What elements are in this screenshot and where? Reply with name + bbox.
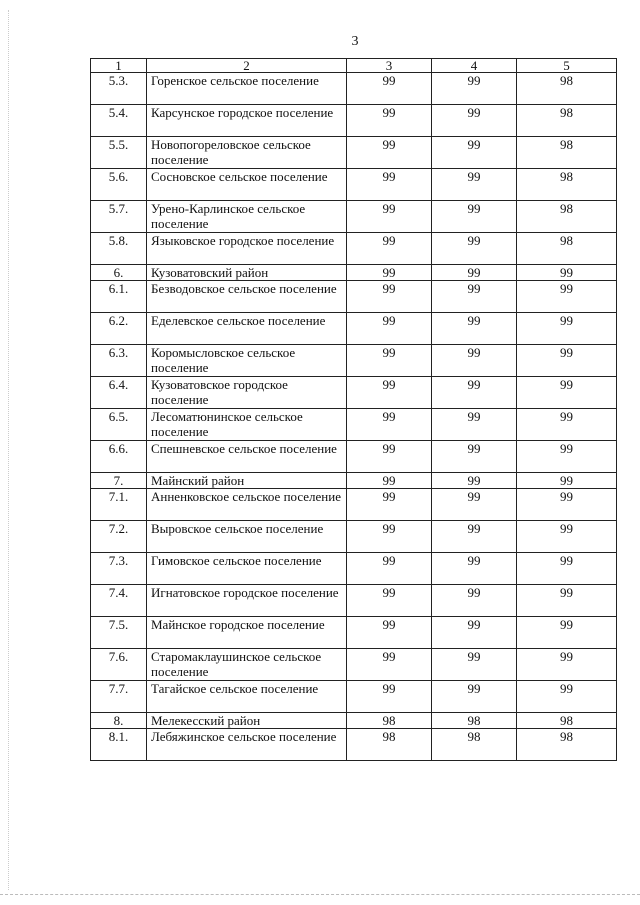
row-value-col-5: 99 <box>517 585 617 617</box>
row-value-col-3: 99 <box>347 345 432 377</box>
row-value-col-4: 99 <box>432 441 517 473</box>
row-name: Кузоватовский район <box>147 265 347 281</box>
table-header-row <box>91 59 617 73</box>
municipality-table <box>90 58 617 761</box>
row-value-col-4: 99 <box>432 169 517 201</box>
table-row <box>91 105 617 137</box>
row-value-col-5: 99 <box>517 649 617 681</box>
row-number: 8. <box>91 713 147 729</box>
row-value-col-5: 98 <box>517 201 617 233</box>
row-name: Коромысловское сельское поселение <box>147 345 347 377</box>
row-number: 5.8. <box>91 233 147 265</box>
row-number: 6.6. <box>91 441 147 473</box>
row-value-col-4: 99 <box>432 137 517 169</box>
row-value-col-3: 99 <box>347 441 432 473</box>
row-value-col-5: 98 <box>517 233 617 265</box>
row-value-col-5: 99 <box>517 521 617 553</box>
row-value-col-5: 99 <box>517 345 617 377</box>
table-body <box>91 73 617 761</box>
row-value-col-4: 99 <box>432 649 517 681</box>
row-name: Майнский район <box>147 473 347 489</box>
row-name: Урено-Карлинское сельское поселение <box>147 201 347 233</box>
row-value-col-5: 99 <box>517 441 617 473</box>
row-value-col-3: 99 <box>347 473 432 489</box>
row-name: Лесоматюнинское сельское поселение <box>147 409 347 441</box>
row-value-col-3: 99 <box>347 409 432 441</box>
row-name: Языковское городское поселение <box>147 233 347 265</box>
table-row <box>91 681 617 713</box>
table-row <box>91 377 617 409</box>
scan-edge-mark <box>8 10 9 890</box>
table-row <box>91 585 617 617</box>
row-value-col-3: 99 <box>347 313 432 345</box>
row-value-col-3: 99 <box>347 521 432 553</box>
page-number: 3 <box>351 34 359 49</box>
header-col-3: 3 <box>347 59 432 73</box>
row-value-col-3: 99 <box>347 73 432 105</box>
row-value-col-4: 98 <box>432 729 517 761</box>
header-col-4: 4 <box>432 59 517 73</box>
row-name: Майнское городское поселение <box>147 617 347 649</box>
row-value-col-4: 99 <box>432 377 517 409</box>
row-value-col-5: 99 <box>517 409 617 441</box>
row-value-col-3: 98 <box>347 729 432 761</box>
row-value-col-4: 99 <box>432 105 517 137</box>
row-value-col-3: 99 <box>347 489 432 521</box>
row-number: 7.1. <box>91 489 147 521</box>
table-row <box>91 409 617 441</box>
header-col-5: 5 <box>517 59 617 73</box>
row-name: Мелекесский район <box>147 713 347 729</box>
row-name: Тагайское сельское поселение <box>147 681 347 713</box>
row-name: Новопогореловское сельское поселение <box>147 137 347 169</box>
row-value-col-3: 99 <box>347 281 432 313</box>
table-row <box>91 73 617 105</box>
row-value-col-4: 99 <box>432 585 517 617</box>
row-value-col-4: 99 <box>432 73 517 105</box>
table-row <box>91 713 617 729</box>
row-value-col-4: 99 <box>432 617 517 649</box>
row-value-col-5: 99 <box>517 473 617 489</box>
row-number: 7.5. <box>91 617 147 649</box>
row-value-col-3: 99 <box>347 137 432 169</box>
row-value-col-3: 98 <box>347 713 432 729</box>
row-value-col-4: 99 <box>432 265 517 281</box>
row-number: 7.7. <box>91 681 147 713</box>
header-col-2: 2 <box>147 59 347 73</box>
table-row <box>91 617 617 649</box>
row-number: 7.4. <box>91 585 147 617</box>
row-value-col-4: 99 <box>432 313 517 345</box>
row-name: Выровское сельское поселение <box>147 521 347 553</box>
table-row <box>91 441 617 473</box>
row-value-col-5: 99 <box>517 377 617 409</box>
row-value-col-4: 99 <box>432 489 517 521</box>
row-value-col-5: 99 <box>517 553 617 585</box>
row-value-col-5: 99 <box>517 265 617 281</box>
row-number: 6.1. <box>91 281 147 313</box>
row-value-col-5: 99 <box>517 313 617 345</box>
row-value-col-4: 99 <box>432 521 517 553</box>
table-row <box>91 553 617 585</box>
row-value-col-3: 99 <box>347 377 432 409</box>
row-name: Анненковское сельское поселение <box>147 489 347 521</box>
row-number: 5.6. <box>91 169 147 201</box>
row-name: Кузоватовское городское поселение <box>147 377 347 409</box>
row-name: Сосновское сельское поселение <box>147 169 347 201</box>
table-row <box>91 649 617 681</box>
row-value-col-3: 99 <box>347 265 432 281</box>
table-row <box>91 521 617 553</box>
row-name: Карсунское городское поселение <box>147 105 347 137</box>
row-value-col-5: 98 <box>517 713 617 729</box>
row-value-col-5: 99 <box>517 489 617 521</box>
row-value-col-3: 99 <box>347 585 432 617</box>
row-value-col-3: 99 <box>347 201 432 233</box>
row-number: 6.4. <box>91 377 147 409</box>
row-name: Лебяжинское сельское поселение <box>147 729 347 761</box>
table-row <box>91 473 617 489</box>
table-row <box>91 313 617 345</box>
row-value-col-3: 99 <box>347 649 432 681</box>
row-number: 6.3. <box>91 345 147 377</box>
row-value-col-4: 98 <box>432 713 517 729</box>
row-name: Спешневское сельское поселение <box>147 441 347 473</box>
table-row <box>91 169 617 201</box>
row-value-col-4: 99 <box>432 233 517 265</box>
row-number: 6.2. <box>91 313 147 345</box>
row-value-col-3: 99 <box>347 169 432 201</box>
row-value-col-4: 99 <box>432 201 517 233</box>
row-value-col-5: 99 <box>517 281 617 313</box>
row-number: 5.7. <box>91 201 147 233</box>
row-value-col-5: 99 <box>517 681 617 713</box>
row-value-col-3: 99 <box>347 553 432 585</box>
row-value-col-4: 99 <box>432 553 517 585</box>
row-name: Гимовское сельское поселение <box>147 553 347 585</box>
row-value-col-4: 99 <box>432 345 517 377</box>
table-row <box>91 489 617 521</box>
row-value-col-3: 99 <box>347 617 432 649</box>
table-row <box>91 233 617 265</box>
row-value-col-3: 99 <box>347 681 432 713</box>
row-value-col-5: 98 <box>517 169 617 201</box>
row-name: Игнатовское городское поселение <box>147 585 347 617</box>
row-value-col-4: 99 <box>432 681 517 713</box>
row-name: Горенское сельское поселение <box>147 73 347 105</box>
row-value-col-4: 99 <box>432 281 517 313</box>
row-number: 6.5. <box>91 409 147 441</box>
row-number: 7. <box>91 473 147 489</box>
table-row <box>91 265 617 281</box>
table-row <box>91 281 617 313</box>
row-value-col-5: 98 <box>517 105 617 137</box>
row-value-col-5: 98 <box>517 137 617 169</box>
row-number: 5.3. <box>91 73 147 105</box>
row-value-col-5: 98 <box>517 73 617 105</box>
table-row <box>91 345 617 377</box>
row-name: Безводовское сельское поселение <box>147 281 347 313</box>
table-row <box>91 137 617 169</box>
header-col-1: 1 <box>91 59 147 73</box>
row-value-col-4: 99 <box>432 409 517 441</box>
row-number: 5.4. <box>91 105 147 137</box>
row-value-col-3: 99 <box>347 233 432 265</box>
row-number: 7.2. <box>91 521 147 553</box>
row-number: 6. <box>91 265 147 281</box>
table-row <box>91 729 617 761</box>
row-value-col-5: 99 <box>517 617 617 649</box>
row-name: Еделевское сельское поселение <box>147 313 347 345</box>
table-row <box>91 201 617 233</box>
row-value-col-5: 98 <box>517 729 617 761</box>
row-number: 7.3. <box>91 553 147 585</box>
row-number: 7.6. <box>91 649 147 681</box>
row-value-col-4: 99 <box>432 473 517 489</box>
row-number: 5.5. <box>91 137 147 169</box>
scan-bottom-rule <box>0 894 640 895</box>
row-number: 8.1. <box>91 729 147 761</box>
row-value-col-3: 99 <box>347 105 432 137</box>
row-name: Старомаклаушинское сельское поселение <box>147 649 347 681</box>
